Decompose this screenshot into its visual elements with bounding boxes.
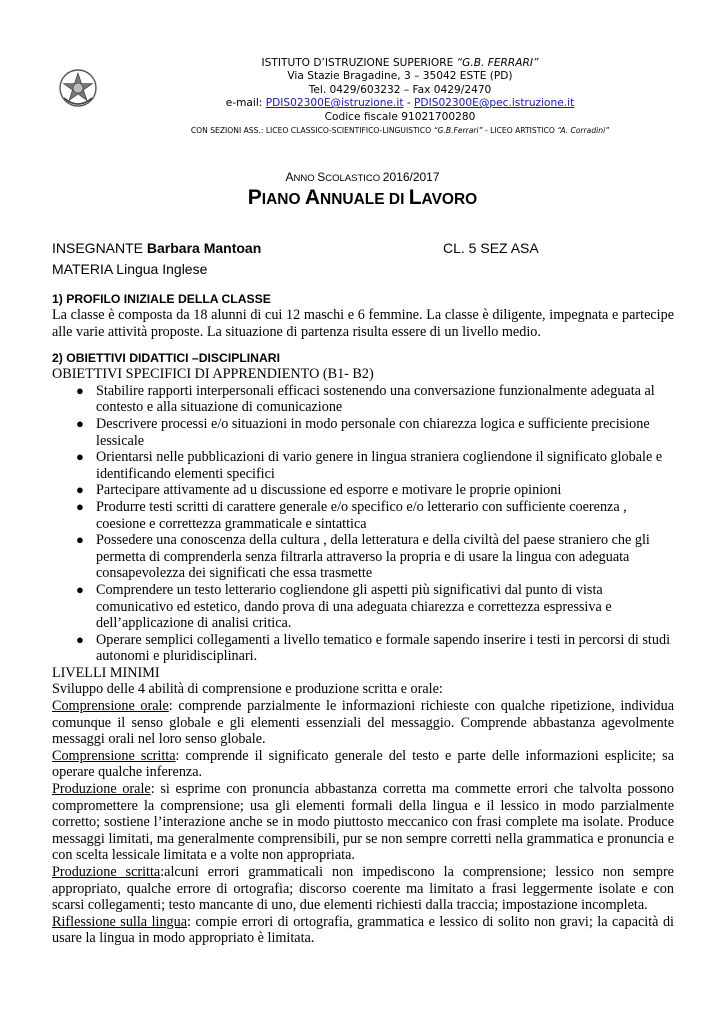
comprensione-orale: Comprensione orale: comprende parzialmente le informazioni richieste con qualche ripetizione, individua comunque il senso globale e gli elementi essenziali del messaggio. Comprende abbastanza agevolmente messaggi orali nel loro senso globale. bbox=[52, 698, 675, 748]
bullet-icon: ● bbox=[76, 631, 84, 647]
livelli-heading: LIVELLI MINIMI bbox=[52, 664, 160, 681]
produzione-scritta: Produzione scritta:alcuni errori grammaticali non impediscono la comprensione; lessico non sempre appropriato, qualche errore di ortografia; discorso coerente ma limitato a frasi leggermente isolate e con scarsi collegamenti; testo mancante di uno, due elementi richiesti dalla traccia; impostazione incompleta. bbox=[52, 864, 674, 914]
bullet-icon: ● bbox=[76, 382, 84, 398]
section-heading-profilo: 1) PROFILO INIZIALE DELLA CLASSE bbox=[52, 292, 271, 306]
riflessione-lingua: Riflessione sulla lingua: compie errori di ortografia, grammatica e lessico di solito non gravi; la capacità di usare la lingua in modo appropriato è limitata. bbox=[52, 913, 674, 947]
letterhead bbox=[120, 57, 680, 137]
livelli-intro: Sviluppo delle 4 abilità di comprensione e produzione scritta e orale: bbox=[52, 681, 443, 698]
school-address: Via Stazie Bragadine, 3 – 35042 ESTE (PD) bbox=[287, 70, 513, 83]
bullet-icon: ● bbox=[76, 532, 84, 548]
objectives-list bbox=[52, 383, 674, 665]
class-info: CL. 5 SEZ ASA bbox=[443, 240, 539, 256]
school-year: ANNO SCOLASTICO 2016/2017 bbox=[285, 170, 440, 184]
bullet-icon: ● bbox=[76, 581, 84, 597]
teacher-line: INSEGNANTE Barbara Mantoan bbox=[52, 240, 262, 256]
comprensione-scritta: Comprensione scritta: comprende il significato generale del testo e parte delle informazioni esplicite; sa operare qualche inferenza. bbox=[52, 747, 674, 781]
republic-emblem-icon bbox=[58, 68, 98, 108]
produzione-orale: Produzione orale: si esprime con pronuncia abbastanza corretta ma commette errori che talvolta possono compromettere la comprensione; usa gli elementi formali della lingua e il lessico in modo parzialmente corretto; sostiene l’interazione anche se in modo piuttosto meccanico con frasi complete ma isolate. Produce messaggi limitati, ma generalmente comprensibili, pur se non sempre corretti nella grammatica e pronuncia e con scelta lessicale limitata e a volte non appropriata. bbox=[52, 781, 674, 864]
list-item: ● Comprendere un testo letterario cogliendone gli aspetti più significativi dal punto di vista comunicativo ed estetico, dando prova di una adeguata chiarezza e correttezza espressiva e dell’applicazione di analisi critica. bbox=[76, 581, 612, 632]
bullet-icon: ● bbox=[76, 415, 84, 431]
list-item: ● Partecipare attivamente ad u discussione ed esporre e motivare le proprie opinioni bbox=[76, 482, 562, 499]
list-item: ● Operare semplici collegamenti a livello tematico e formale sapendo inserire i testi in percorsi di studi autonomi e pluridisciplinari. bbox=[76, 631, 671, 665]
email-link-pec[interactable]: PDIS02300E@pec.istruzione.it bbox=[414, 97, 575, 110]
list-item: ● Stabilire rapporti interpersonali efficaci sostenendo una conversazione funzionalmente adeguata al contesto e alla situazione di comunicazione bbox=[76, 382, 655, 416]
email-link-istruzione[interactable]: PDIS02300E@istruzione.it bbox=[265, 97, 404, 110]
school-phone: Tel. 0429/603232 – Fax 0429/2470 bbox=[308, 83, 492, 96]
section-heading-obiettivi: 2) OBIETTIVI DIDATTICI –DISCIPLINARI bbox=[52, 351, 280, 366]
list-item: ● Produrre testi scritti di carattere generale e/o specifico e/o letterario con sufficiente coerenza , coesione e correttezza grammaticale e sintattica bbox=[76, 498, 627, 532]
teacher-info bbox=[52, 238, 261, 280]
profilo-text: La classe è composta da 18 alunni di cui 12 maschi e 6 femmine. La classe è diligente, impegnata e partecipe alle varie attività proposte. La situazione di partenza risulta essere di un livello medio. bbox=[52, 307, 674, 340]
subject-line: MATERIA Lingua Inglese bbox=[52, 261, 208, 277]
school-email: e-mail: PDIS02300E@istruzione.it - PDIS02300E@pec.istruzione.it bbox=[225, 97, 575, 110]
school-tax-code: Codice fiscale 91021700280 bbox=[324, 110, 476, 123]
page-title: PIANO ANNUALE DI LAVORO bbox=[247, 186, 478, 209]
bullet-icon: ● bbox=[76, 449, 84, 465]
school-sections: CON SEZIONI ASS.: LICEO CLASSICO-SCIENTIFICO-LINGUISTICO “G.B.Ferrari” - LICEO ARTISTICO “A. Corradini” bbox=[190, 126, 610, 136]
document-body bbox=[52, 291, 674, 947]
obiettivi-subheading: OBIETTIVI SPECIFICI DI APPRENDIENTO (B1- B2) bbox=[52, 366, 374, 383]
list-item: ● Orientarsi nelle pubblicazioni di vario genere in lingua straniera cogliendone il significato globale e identificando elementi specifici bbox=[76, 449, 663, 482]
bullet-icon: ● bbox=[76, 498, 84, 514]
bullet-icon: ● bbox=[76, 482, 84, 498]
list-item: ● Descrivere processi e/o situazioni in modo personale con chiarezza logica e sufficiente precisione lessicale bbox=[76, 415, 650, 449]
list-item: ● Possedere una conoscenza della cultura , della letteratura e della civiltà del paese straniero che gli permetta di comprenderla senza filtrarla attraverso la propria e di usare la lingua con adeguata consapevolezza dei significati che essa trasmette bbox=[76, 532, 650, 582]
school-name: ISTITUTO D’ISTRUZIONE SUPERIORE “G.B. FERRARI” bbox=[261, 57, 539, 69]
